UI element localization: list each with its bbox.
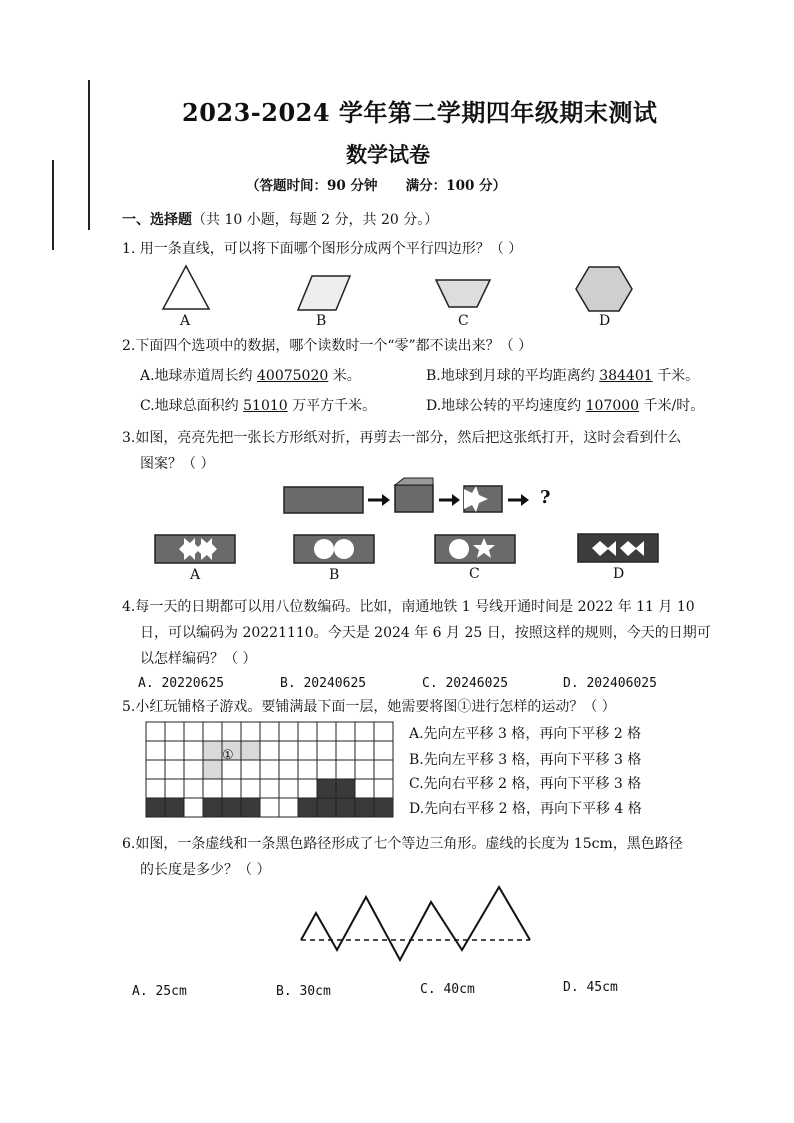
q2-d-prefix: D.地球公转的平均速度约: [426, 398, 586, 414]
q4-option-d: D. 202406025: [563, 676, 657, 691]
q1-label-c: C: [458, 313, 469, 329]
q4-option-b: B. 20240625: [280, 676, 367, 691]
question-1: 1. 用一条直线，可以将下面哪个图形分成两个平行四边形？（ ）: [122, 241, 523, 257]
question-3-line-1: 3.如图，亮亮先把一张长方形纸对折，再剪去一部分，然后把这张纸打开，这时会看到什么: [122, 430, 682, 446]
q3-label-d: D: [613, 566, 625, 582]
question-4-line-2: 日，可以编码为 20221110。今天是 2024 年 6 月 25 日，按照这样的规则，今天的日期可: [140, 625, 711, 641]
q6-option-a: A. 25cm: [132, 984, 187, 999]
section-title: 一、选择题: [122, 212, 192, 228]
question-6-line-2: 的长度是多少？（ ）: [140, 862, 271, 878]
q3-label-c: C: [469, 566, 480, 582]
question-5: 5.小红玩铺格子游戏。要铺满最下面一层，她需要将图①进行怎样的运动？（ ）: [122, 699, 616, 715]
q5-piece-marker: ①: [222, 748, 234, 763]
section-note: （共 10 小题，每题 2 分，共 20 分。）: [192, 212, 439, 228]
question-6-line-1: 6.如图，一条虚线和一条黑色路径形成了七个等边三角形。虚线的长度为 15cm，黑色路径: [122, 836, 683, 852]
q3-label-a: A: [190, 567, 201, 583]
q3-label-b: B: [329, 567, 340, 583]
question-4-line-3: 以怎样编码？（ ）: [140, 651, 257, 667]
q2-c-prefix: C.地球总面积约: [140, 398, 244, 414]
q2-a-suffix: 米。: [328, 368, 361, 384]
q2-b-suffix: 千米。: [652, 368, 700, 384]
q6-black-path: [301, 887, 530, 960]
q5-option-a: A.先向左平移 3 格，再向下平移 2 格: [409, 726, 642, 742]
q6-option-b: B. 30cm: [276, 984, 331, 999]
question-4-line-1: 4.每一天的日期都可以用八位数编码。比如，南通地铁 1 号线开通时间是 2022 年 11 月 10: [122, 599, 695, 615]
q6-option-d: D. 45cm: [563, 980, 618, 995]
q2-d-suffix: 千米/时。: [639, 398, 705, 414]
question-2: 2.下面四个选项中的数据，哪个读数时一个“零”都不读出来？（ ）: [122, 338, 533, 354]
q3-question-mark: ?: [540, 487, 551, 508]
q5-option-b: B.先向左平移 3 格，再向下平移 3 格: [409, 752, 642, 768]
q4-option-a: A. 20220625: [138, 676, 225, 691]
q5-option-d: D.先向右平移 2 格，再向下平移 4 格: [409, 801, 642, 817]
q2-c-number: 51010: [243, 398, 288, 414]
q2-a-prefix: A.地球赤道周长约: [140, 368, 258, 384]
q2-b-prefix: B.地球到月球的平均距离约: [426, 368, 600, 384]
q2-a-number: 40075020: [257, 368, 329, 384]
q2-b-number: 384401: [599, 368, 653, 384]
exam-info: （答题时间：90 分钟 满分：100 分）: [246, 178, 507, 194]
q1-label-d: D: [599, 313, 611, 329]
q1-label-a: A: [180, 313, 191, 329]
q5-option-c: C.先向右平移 2 格，再向下平移 3 格: [409, 776, 642, 792]
q1-label-b: B: [316, 313, 327, 329]
question-3-line-2: 图案？（ ）: [140, 456, 215, 472]
page-title: 2023-2024 学年第二学期四年级期末测试: [182, 98, 658, 127]
q4-option-c: C. 20246025: [422, 676, 509, 691]
q6-option-c: C. 40cm: [420, 982, 475, 997]
q2-c-suffix: 万平方千米。: [287, 398, 377, 414]
page-subtitle: 数学试卷: [346, 142, 430, 167]
q2-d-number: 107000: [585, 398, 640, 414]
